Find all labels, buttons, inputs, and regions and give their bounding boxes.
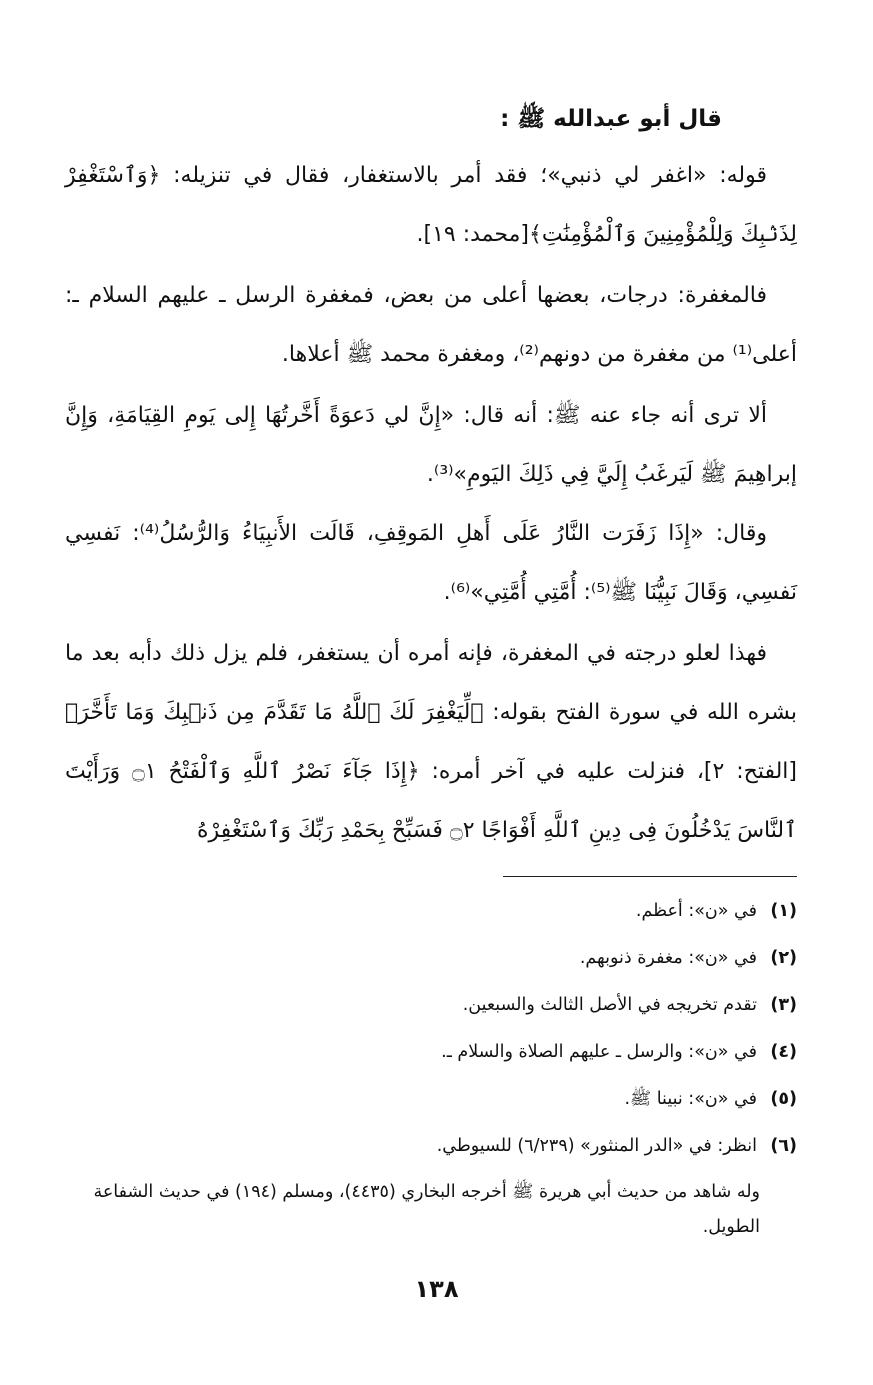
paragraph-1: قوله: «اغفر لي ذنبي»؛ فقد أمر بالاستغفار، فقال في تنزيله: ﴿وَٱسْتَغْفِرْ لِذَنۢبِكَ وَلِلْمُؤْمِنِينَ وَٱلْمُؤْمِنَٰتِ﴾[محمد: ١٩]. xyxy=(65,163,797,247)
section-heading: قال أبو عبدالله ﷺ : xyxy=(500,106,722,132)
footnote-2 xyxy=(77,935,797,982)
paragraph-3: ألا ترى أنه جاء عنه ﷺ: أنه قال: «إِنَّ لي دَعوَةً أَخَّرتُهَا إِلى يَومِ القِيَامَةِ، وَإِنَّ إبراهِيمَ ﷺ لَيَرغَبُ إِلَيَّ فِي ذَلِكَ اليَومِ»⁽³⁾. xyxy=(65,403,797,487)
paragraph-5: فهذا لعلو درجته في المغفرة، فإنه أمره أن يستغفر، فلم يزل ذلك دأبه بعد ما بشره الله في سورة الفتح بقوله: ﴿لِّيَغْفِرَ لَكَ ٱللَّهُ مَا تَقَدَّمَ مِن ذَنۢبِكَ وَمَا تَأَخَّرَ﴾[الفتح: ٢]، فنزلت عليه في آخر أمره: ﴿إِذَا جَآءَ نَصْرُ ٱللَّهِ وَٱلْفَتْحُ ۝١ وَرَأَيْتَ ٱلنَّاسَ يَدْخُلُونَ فِى دِينِ ٱللَّهِ أَفْوَاجًا ۝٢ فَسَبِّحْ بِحَمْدِ رَبِّكَ وَٱسْتَغْفِرْهُ xyxy=(65,641,797,843)
footnotes xyxy=(77,888,797,1245)
paragraph-2: فالمغفرة: درجات، بعضها أعلى من بعض، فمغفرة الرسل ـ عليهم السلام ـ: أعلى⁽¹⁾ من مغفرة من دونهم⁽²⁾، ومغفرة محمد ﷺ أعلاها. xyxy=(65,283,797,367)
footnote-number: (٢) xyxy=(770,948,797,968)
footnote-4 xyxy=(77,1029,797,1076)
page-number: ١٣٨ xyxy=(414,1275,459,1303)
footnote-6-continuation: وله شاهد من حديث أبي هريرة ﷺ أخرجه البخاري (٤٤٣٥)، ومسلم (١٩٤) في حديث الشفاعة الطويل. xyxy=(93,1182,760,1237)
footnote-text: تقدم تخريجه في الأصل الثالث والسبعين. xyxy=(462,995,757,1015)
footnote-text: في «ن»: أعظم. xyxy=(635,901,757,921)
footnote-number: (٤) xyxy=(770,1042,797,1062)
footnote-text: في «ن»: مغفرة ذنوبهم. xyxy=(579,948,757,968)
footnote-text: في «ن»: والرسل ـ عليهم الصلاة والسلام ـ. xyxy=(441,1042,757,1062)
paragraph-4: وقال: «إِذَا زَفَرَت النَّارُ عَلَى أَهلِ المَوقِفِ، قَالَت الأَنبِيَاءُ وَالرُّسُلُ⁽⁴⁾: نَفسِي نَفسِي، وَقَالَ نَبِيُّنَا ﷺ⁽⁵⁾: أُمَّتِي أُمَّتِي»⁽⁶⁾. xyxy=(65,521,797,605)
footnote-6 xyxy=(77,1123,797,1170)
footnote-5 xyxy=(77,1076,797,1123)
footnote-number: (٥) xyxy=(770,1089,797,1109)
footnote-number: (٣) xyxy=(770,995,797,1015)
footnote-1 xyxy=(77,888,797,935)
footnote-divider xyxy=(503,876,797,877)
footnote-text: انظر: في «الدر المنثور» (٦/٢٣٩) للسيوطي. xyxy=(436,1136,757,1156)
footnote-text: في «ن»: نبينا ﷺ. xyxy=(624,1089,757,1109)
footnote-number: (٦) xyxy=(770,1136,797,1156)
footnote-number: (١) xyxy=(770,901,797,921)
footnote-3 xyxy=(77,982,797,1029)
main-text xyxy=(65,96,797,860)
